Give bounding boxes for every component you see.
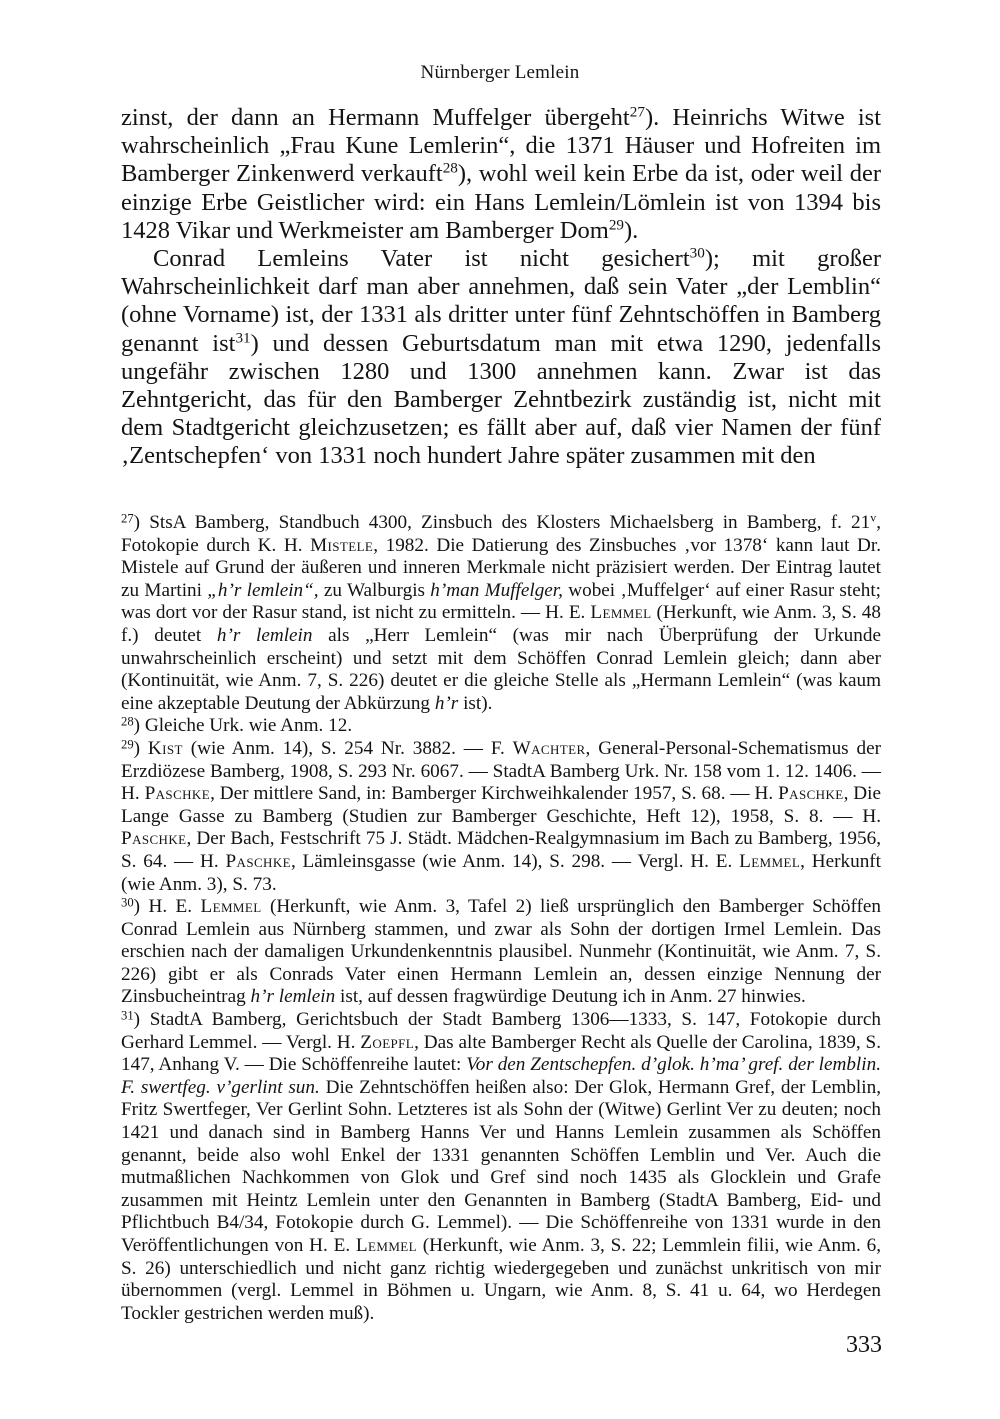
footnote-28: $^{28}$) Gleiche Urk. wie Anm. 12.	[121, 714, 353, 737]
footnote-27: $^{27}$) StsA Bamberg, Standbuch 4300, Zinsbuch des Klosters Michaelsberg in Bamberg, f. 21$^v$, Fotokopie durch K. H. Mistele, 1982. Die Datierung des Zinsbuches ‚vor 1378‘ kann laut Dr. Mistele auf Grund der äußeren und inneren Merkmale nicht präzisiert werden. Der Eintrag lautet zu Martini „h’r lemlein“, zu Walburgis h’man Muffelger, wobei ‚Muffelger‘ auf einer Rasur steht; was dort vor der Rasur stand, ist nicht zu ermitteln. — H. E. Lemmel (Herkunft, wie Anm. 3, S. 48 f.) deutet h’r lemlein als „Herr Lemlein“ (was mir nach Überprüfung der Urkunde unwahrscheinlich erscheint) und setzt mit dem Schöffen Conrad Lemlein gleich; dann aber (Kontinuität, wie Anm. 7, S. 226) deutet er die gleiche Stelle als „Hermann Lemlein“ (was kaum eine akzeptable Deutung der Abkürzung h’r ist).	[121, 510, 882, 714]
paragraph-2: Conrad Lemleins Vater ist nicht gesichert$^{30}$); mit großer Wahrscheinlichkeit darf man aber annehmen, daß sein Vater „der Lemblin“ (ohne Vorname) ist, der 1331 als dritter unter fünf Zehntschöffen in Bamberg genannt ist$^{31}$) und dessen Geburtsdatum man mit etwa 1290, jedenfalls ungefähr zwischen 1280 und 1300 annehmen kann. Zwar ist das Zehntgericht, das für den Bamberger Zehntbezirk zuständig ist, nicht mit dem Stadtgericht gleichzusetzen; es fällt aber auf, daß vier Namen der fünf ‚Zentschepfen‘ von 1331 noch hundert Jahre später zusammen mit den	[121, 244, 882, 470]
paragraph-1: zinst, der dann an Hermann Muffelger übergeht$^{27}$). Heinrichs Witwe ist wahrscheinlich „Frau Kune Lemlerin“, die 1371 Häuser und Hofreiten im Bamberger Zinkenwerd verkauft$^{28}$), wohl weil kein Erbe da ist, oder weil der einzige Erbe Geistlicher wird: ein Hans Lemlein/Lömlein ist von 1394 bis 1428 Vikar und Werkmeister am Bamberger Dom$^{29}$).	[121, 103, 882, 244]
running-header: Nürnberger Lemlein	[420, 62, 580, 83]
footnote-ref-29: 29	[608, 216, 624, 234]
footnote-ref-28: 28	[442, 160, 458, 178]
footnote-ref-27: 27	[629, 103, 645, 121]
footnote-31: $^{31}$) StadtA Bamberg, Gerichtsbuch der Stadt Bamberg 1306—1333, S. 147, Fotokopie durch Gerhard Lemmel. — Vergl. H. Zoepfl, Das alte Bamberger Recht als Quelle der Carolina, 1839, S. 147, Anhang V. — Die Schöffenreihe lautet: Vor den Zentschepfen. d’glok. h’ma’ gref. der lemblin. F. swertfeg. v’gerlint sun. Die Zehntschöffen heißen also: Der Glok, Hermann Gref, der Lemblin, Fritz Swertfeger, Ver Gerlint Sohn. Letzteres ist als Sohn der (Witwe) Gerlint Ver zu deuten; noch 1421 und danach sind in Bamberg Hanns Ver und Hanns Lemlein zusammen als Schöffen genannt, beide also wohl Enkel der 1331 genannten Schöffen Lemblin und Ver. Auch die mutmaßlichen Nachkommen von Glok und Gref sind noch 1435 als Glocklein und Grafe zusammen mit Heintz Lemlein unter den Genannten in Bamberg (StadtA Bamberg, Eid- und Pflichtbuch B4/34, Fotokopie durch G. Lemmel). — Die Schöffenreihe von 1331 wurde in den Veröffentlichungen von H. E. Lemmel (Herkunft, wie Anm. 3, S. 22; Lemmlein filii, wie Anm. 6, S. 26) unterschiedlich und nicht ganz richtig wiedergegeben und zunächst unkritisch von mir übernommen (vergl. Lemmel in Böhmen u. Ungarn, wie Anm. 8, S. 41 u. 64, wo Herdegen Tockler gestrichen werden muß).	[121, 1008, 881, 1324]
footnote-ref-31: 31	[235, 329, 251, 347]
footnote-30: $^{30}$) H. E. Lemmel (Herkunft, wie Anm. 3, Tafel 2) ließ ursprünglich den Bamberger Schöffen Conrad Lemlein aus Nürnberg stammen, und zwar als Sohn der dortigen Irmel Lemlein. Das erschien nach der damaligen Urkundenkenntnis plausibel. Nunmehr (Kontinuität, wie Anm. 7, S. 226) gibt er als Conrads Vater einen Hermann Lemlein an, dessen einzige Nennung der Zinsbucheintrag h’r lemlein ist, auf dessen fragwürdige Deutung ich in Anm. 27 hinwies.	[121, 895, 882, 1008]
footnote-ref-30: 30	[689, 244, 705, 262]
footnotes	[121, 512, 881, 1325]
page-number: 333	[846, 1332, 882, 1358]
main-text	[121, 104, 881, 471]
footnote-29: $^{29}$) Kist (wie Anm. 14), S. 254 Nr. 3882. — F. Wachter, General-Personal-Schematismus der Erzdiözese Bamberg, 1908, S. 293 Nr. 6067. — StadtA Bamberg Urk. Nr. 158 vom 1. 12. 1406. — H. Paschke, Der mittlere Sand, in: Bamberger Kirchweihkalender 1957, S. 68. — H. Paschke, Die Lange Gasse zu Bamberg (Studien zur Bamberger Geschichte, Heft 12), 1958, S. 8. — H. Paschke, Der Bach, Festschrift 75 J. Städt. Mädchen-Realgymnasium im Bach zu Bamberg, 1956, S. 64. — H. Paschke, Lämleinsgasse (wie Anm. 14), S. 298. — Vergl. H. E. Lemmel, Herkunft (wie Anm. 3), S. 73.	[121, 737, 882, 895]
